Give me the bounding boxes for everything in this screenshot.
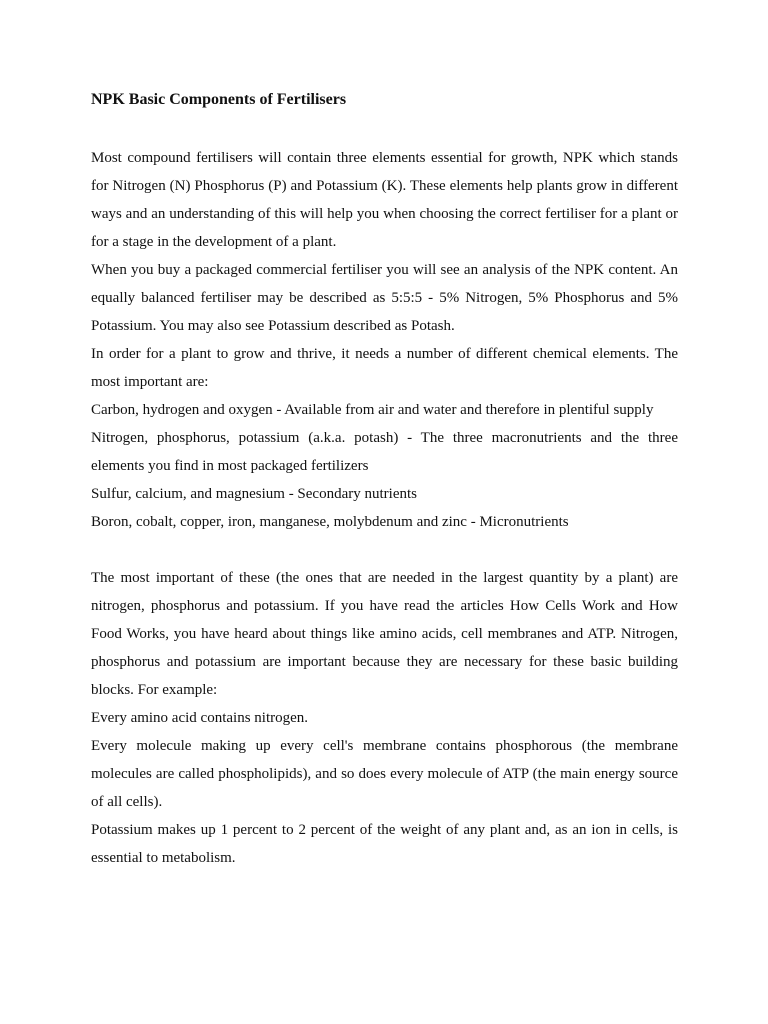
list-item: Every amino acid contains nitrogen. xyxy=(91,710,309,726)
list-item: Carbon, hydrogen and oxygen - Available from air and water and therefore in plentiful supply xyxy=(91,402,654,418)
paragraph: Most compound fertilisers will contain three elements essential for growth, NPK which stands for Nitrogen (N) Phosphorus (P) and Potassium (K). These elements help plants grow in different ways and an understanding of this will help you when choosing the correct fertiliser for a plant or for a stage in the development of a plant. xyxy=(91,150,678,250)
document-title: NPK Basic Components of Fertilisers xyxy=(91,91,347,108)
list-item: Nitrogen, phosphorus, potassium (a.k.a. potash) - The three macronutrients and the three elements you find in most packaged fertilizers xyxy=(91,430,678,474)
paragraph-gap xyxy=(91,536,678,564)
list-item: Boron, cobalt, copper, iron, manganese, molybdenum and zinc - Micronutrients xyxy=(91,514,569,530)
list-item: Every molecule making up every cell's membrane contains phosphorous (the membrane molecules are called phospholipids), and so does every molecule of ATP (the main energy source of all cells). xyxy=(91,738,678,810)
paragraph: The most important of these (the ones that are needed in the largest quantity by a plant) are nitrogen, phosphorus and potassium. If you have read the articles How Cells Work and How Food Works, you have heard about things like amino acids, cell membranes and ATP. Nitrogen, phosphorus and potassium are important because they are necessary for these basic building blocks. For example: xyxy=(91,570,678,698)
paragraph: In order for a plant to grow and thrive, it needs a number of different chemical elements. The most important are: xyxy=(91,346,678,390)
paragraph: Potassium makes up 1 percent to 2 percent of the weight of any plant and, as an ion in cells, is essential to metabolism. xyxy=(91,822,678,866)
paragraph: When you buy a packaged commercial fertiliser you will see an analysis of the NPK content. An equally balanced fertiliser may be described as 5:5:5 - 5% Nitrogen, 5% Phosphorus and 5% Potassium. You may also see Potassium described as Potash. xyxy=(91,262,678,334)
list-item: Sulfur, calcium, and magnesium - Secondary nutrients xyxy=(91,486,417,502)
